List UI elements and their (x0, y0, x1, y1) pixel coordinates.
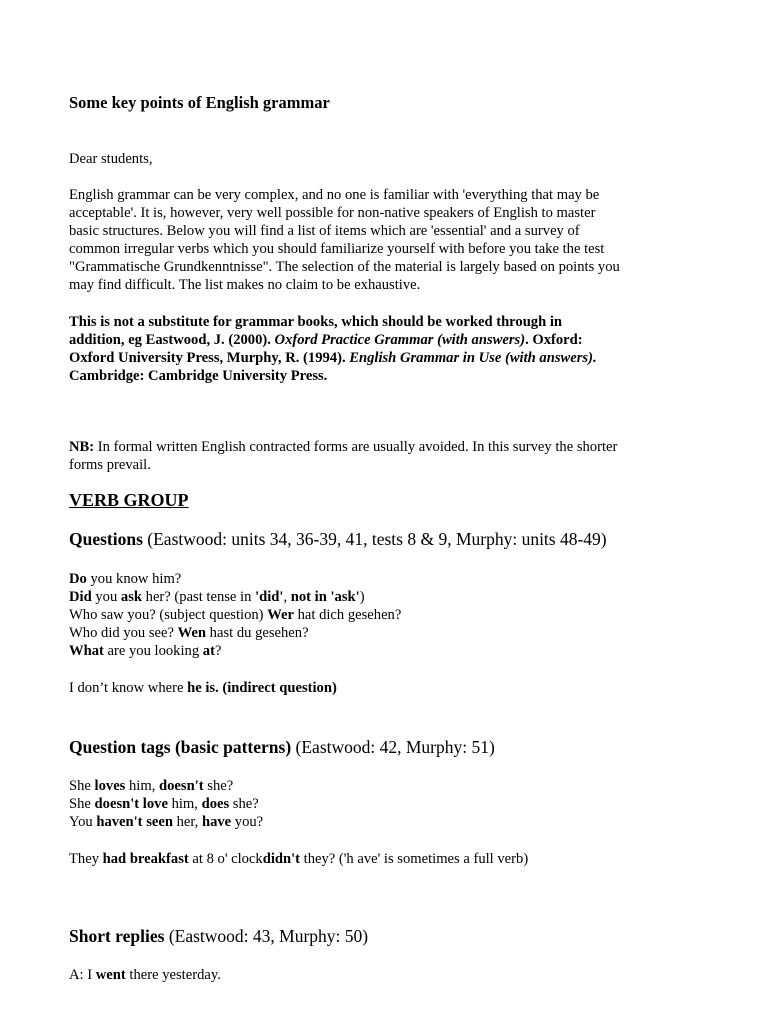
section-heading-verb-group: VERB GROUP (69, 490, 189, 510)
subheading-short-replies: Short replies (Eastwood: 43, Murphy: 50) (69, 926, 369, 946)
notice-line: addition, eg Eastwood, J. (2000). Oxford Practice Grammar (with answers). Oxford: (69, 332, 583, 348)
notice-line: This is not a substitute for grammar books, which should be worked through in (69, 314, 563, 330)
example-line: She loves him, doesn't she? (69, 778, 234, 794)
page-title: Some key points of English grammar (69, 93, 330, 112)
example-line: They had breakfast at 8 o' clockdidn't they? ('h ave' is sometimes a full verb) (69, 851, 529, 867)
book-title-murphy: English Grammar in Use (with answers). (349, 350, 597, 366)
nb-line: forms prevail. (69, 457, 151, 473)
example-line: Do you know him? (69, 571, 182, 587)
nb-label: NB: (69, 439, 98, 455)
example-line: You haven't seen her, have you? (69, 814, 264, 830)
notice-line: Oxford University Press, Murphy, R. (1994). English Grammar in Use (with answers). (69, 350, 597, 366)
nb-line: NB: In formal written English contracted forms are usually avoided. In this survey the shorter (69, 439, 618, 455)
intro-line: acceptable'. It is, however, very well possible for non-native speakers of English to master (69, 205, 596, 221)
example-line: Did you ask her? (past tense in 'did', not in 'ask') (69, 589, 365, 605)
intro-line: basic structures. Below you will find a list of items which are 'essential' and a survey of (69, 223, 580, 239)
example-line: Who did you see? Wen hast du gesehen? (69, 625, 309, 641)
example-line: A: I went there yesterday. (69, 967, 221, 983)
intro-line: "Grammatische Grundkenntnisse". The selection of the material is largely based on points you (69, 259, 620, 275)
subheading-questions: Questions (Eastwood: units 34, 36-39, 41, tests 8 & 9, Murphy: units 48-49) (69, 529, 607, 549)
intro-line: English grammar can be very complex, and no one is familiar with 'everything that may be (69, 187, 600, 203)
intro-line: common irregular verbs which you should familiarize yourself with before you take the test (69, 241, 605, 257)
book-title-eastwood: Oxford Practice Grammar (with answers) (274, 332, 526, 348)
subheading-question-tags: Question tags (basic patterns) (Eastwood: 42, Murphy: 51) (69, 737, 495, 757)
intro-line: may find difficult. The list makes no claim to be exhaustive. (69, 277, 421, 293)
example-line: I don’t know where he is. (indirect question) (69, 680, 337, 696)
greeting: Dear students, (69, 151, 153, 167)
example-line: Who saw you? (subject question) Wer hat dich gesehen? (69, 607, 402, 623)
notice-line: Cambridge: Cambridge University Press. (69, 368, 328, 384)
example-line: What are you looking at? (69, 643, 222, 659)
example-line: She doesn't love him, does she? (69, 796, 259, 812)
